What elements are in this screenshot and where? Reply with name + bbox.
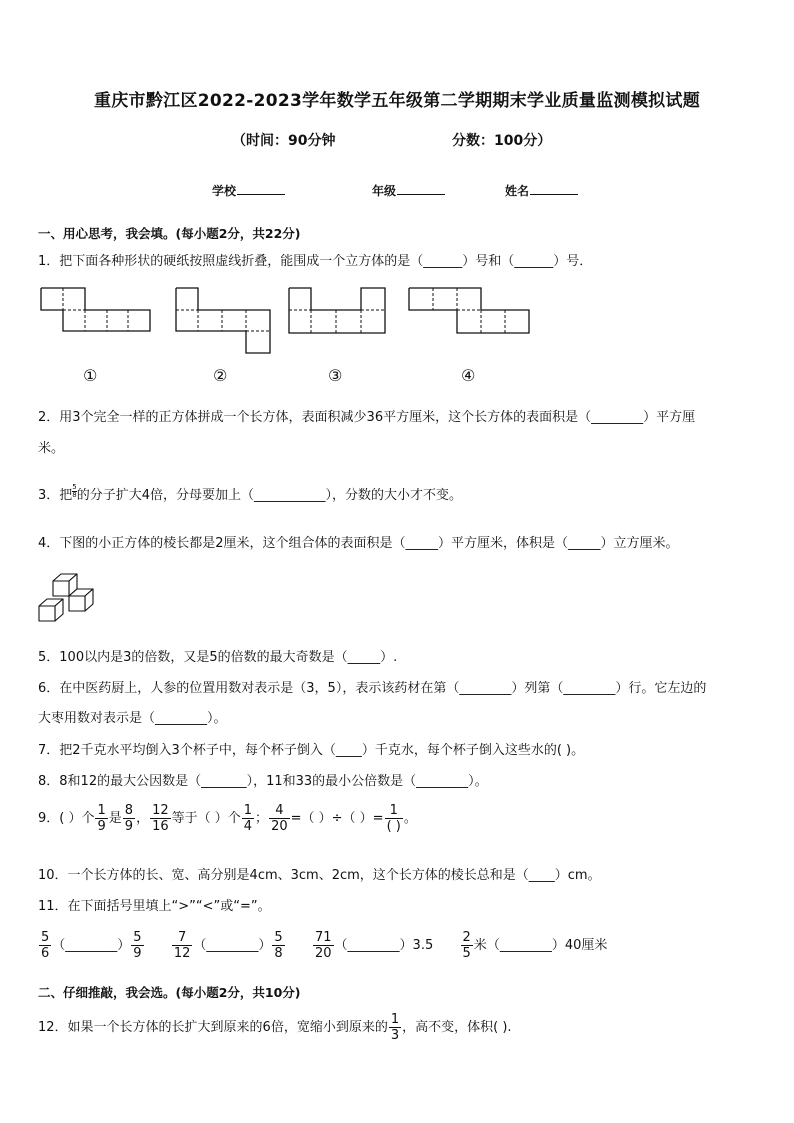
q9-fraction-6: $\frac{1}{( )}$ (386, 803, 401, 834)
question-10: 10．一个长方体的长、宽、高分别是4cm、3cm、2cm，这个长方体的棱长总和是（____）cm。 (38, 868, 601, 883)
q9-fraction-4: $\frac{1}{4}$ (243, 803, 253, 834)
question-12: 12．如果一个长方体的长扩大到原来的6倍，宽缩小到原来的 $\frac{1}{3}$ ，高不变，体积( ). (38, 1012, 512, 1043)
question-1: 1．把下面各种形状的硬纸按照虚线折叠，能围成一个立方体的是（______）号和（______）号． (38, 254, 593, 269)
question-6: 6．在中医药厨上，人参的位置用数对表示是（3，5），表示该药材在第（________）列第（________）行。它左边的 (38, 681, 707, 696)
q11-blank-1[interactable]: （________） (52, 938, 131, 953)
question-11-items: $\frac{5}{6}$ （________） $\frac{5}{9}$ $\frac{7}{12}$ （________） $\frac{5}{8}$ $\frac{71}{20}$ （________）3.5 $\frac{2}{5}$ 米（________）40厘米 (41, 930, 608, 961)
question-4: 4．下图的小正方体的棱长都是2厘米，这个组合体的表面积是（_____）平方厘米，体积是（_____）立方厘米。 (38, 536, 679, 551)
cube-net-3 (288, 287, 388, 335)
net-label-4: ④ (461, 366, 476, 385)
question-11: 11．在下面括号里填上“>”“<”或“=”。 (38, 899, 271, 914)
q9-fraction-5: $\frac{4}{20}$ (271, 803, 288, 834)
question-2: 2．用3个完全一样的正方体拼成一个长方体，表面积减少36平方厘米，这个长方体的表面积是（________）平方厘 (38, 410, 696, 425)
q11-blank-3[interactable]: （________） (334, 938, 413, 953)
section-1-heading: 一、用心思考，我会填。(每小题2分，共22分) (38, 226, 301, 241)
question-9: 9．( ）个 $\frac{1}{9}$ 是 $\frac{8}{9}$ ， $\frac{12}{16}$ 等于（ ）个 $\frac{1}{4}$ ； $\frac{4}{20}$ =（ ）÷（ ）= $\frac{1}{( )}$ 。 (38, 803, 417, 834)
q11-c-left: $\frac{71}{20}$ (314, 930, 332, 961)
grade-blank[interactable] (397, 183, 445, 195)
q9-fraction-2: $\frac{8}{9}$ (124, 803, 134, 834)
question-5: 5．100以内是3的倍数，又是5的倍数的最大奇数是（_____）. (38, 650, 398, 665)
q11-d-left: $\frac{2}{5}$ (462, 930, 471, 961)
cube-net-2 (175, 287, 273, 355)
q11-c-right: 3.5 (412, 938, 434, 953)
q12-fraction: $\frac{1}{3}$ (390, 1012, 400, 1043)
name-label: 姓名 (505, 184, 530, 198)
net-label-3: ③ (328, 366, 343, 385)
q11-b-right: $\frac{5}{8}$ (274, 930, 283, 961)
question-2-cont: 米。 (38, 441, 65, 456)
question-7: 7．把2千克水平均倒入3个杯子中，每个杯子倒入（____）千克水，每个杯子倒入这些水的( )。 (38, 743, 585, 758)
q9-fraction-3: $\frac{12}{16}$ (152, 803, 169, 834)
q11-blank-4[interactable]: （________） (486, 938, 565, 953)
q3-suffix: 的分子扩大4倍，分母要加上（___________），分数的大小才不变。 (76, 488, 463, 503)
question-8: 8．8和12的最大公因数是（_______），11和33的最小公倍数是（________）。 (38, 774, 488, 789)
name-field (505, 182, 578, 199)
net-label-2: ② (213, 366, 228, 385)
cube-net-1 (40, 287, 152, 333)
grade-label: 年级 (372, 184, 397, 198)
time-label: （时间：90分钟 (232, 133, 336, 149)
section-2-heading: 二、仔细推敲，我会选。(每小题2分，共10分) (38, 985, 301, 1000)
score-label: 分数：100分） (452, 133, 552, 149)
grade-field (372, 182, 445, 199)
q11-a-left: $\frac{5}{6}$ (41, 930, 50, 961)
name-blank[interactable] (530, 183, 578, 195)
q11-d-right: 40厘米 (564, 938, 608, 953)
q3-fraction: $\frac{5}{8}$ (72, 483, 77, 499)
school-label: 学校 (212, 184, 237, 198)
question-3 (38, 484, 462, 503)
q11-b-left: $\frac{7}{12}$ (173, 930, 191, 961)
q3-prefix: 3．把 (38, 488, 73, 503)
page-title: 重庆市黔江区2022-2023学年数学五年级第二学期期末学业质量监测模拟试题 (93, 91, 701, 111)
cube-net-4 (408, 287, 532, 335)
school-field (212, 182, 285, 199)
q11-a-right: $\frac{5}{9}$ (133, 930, 142, 961)
school-blank[interactable] (237, 183, 285, 195)
q9-fraction-1: $\frac{1}{9}$ (97, 803, 106, 834)
question-6-cont: 大枣用数对表示是（________）。 (38, 711, 227, 726)
cube-stack-figure (38, 572, 94, 624)
q11-blank-2[interactable]: （________） (193, 938, 272, 953)
net-label-1: ① (83, 366, 98, 385)
